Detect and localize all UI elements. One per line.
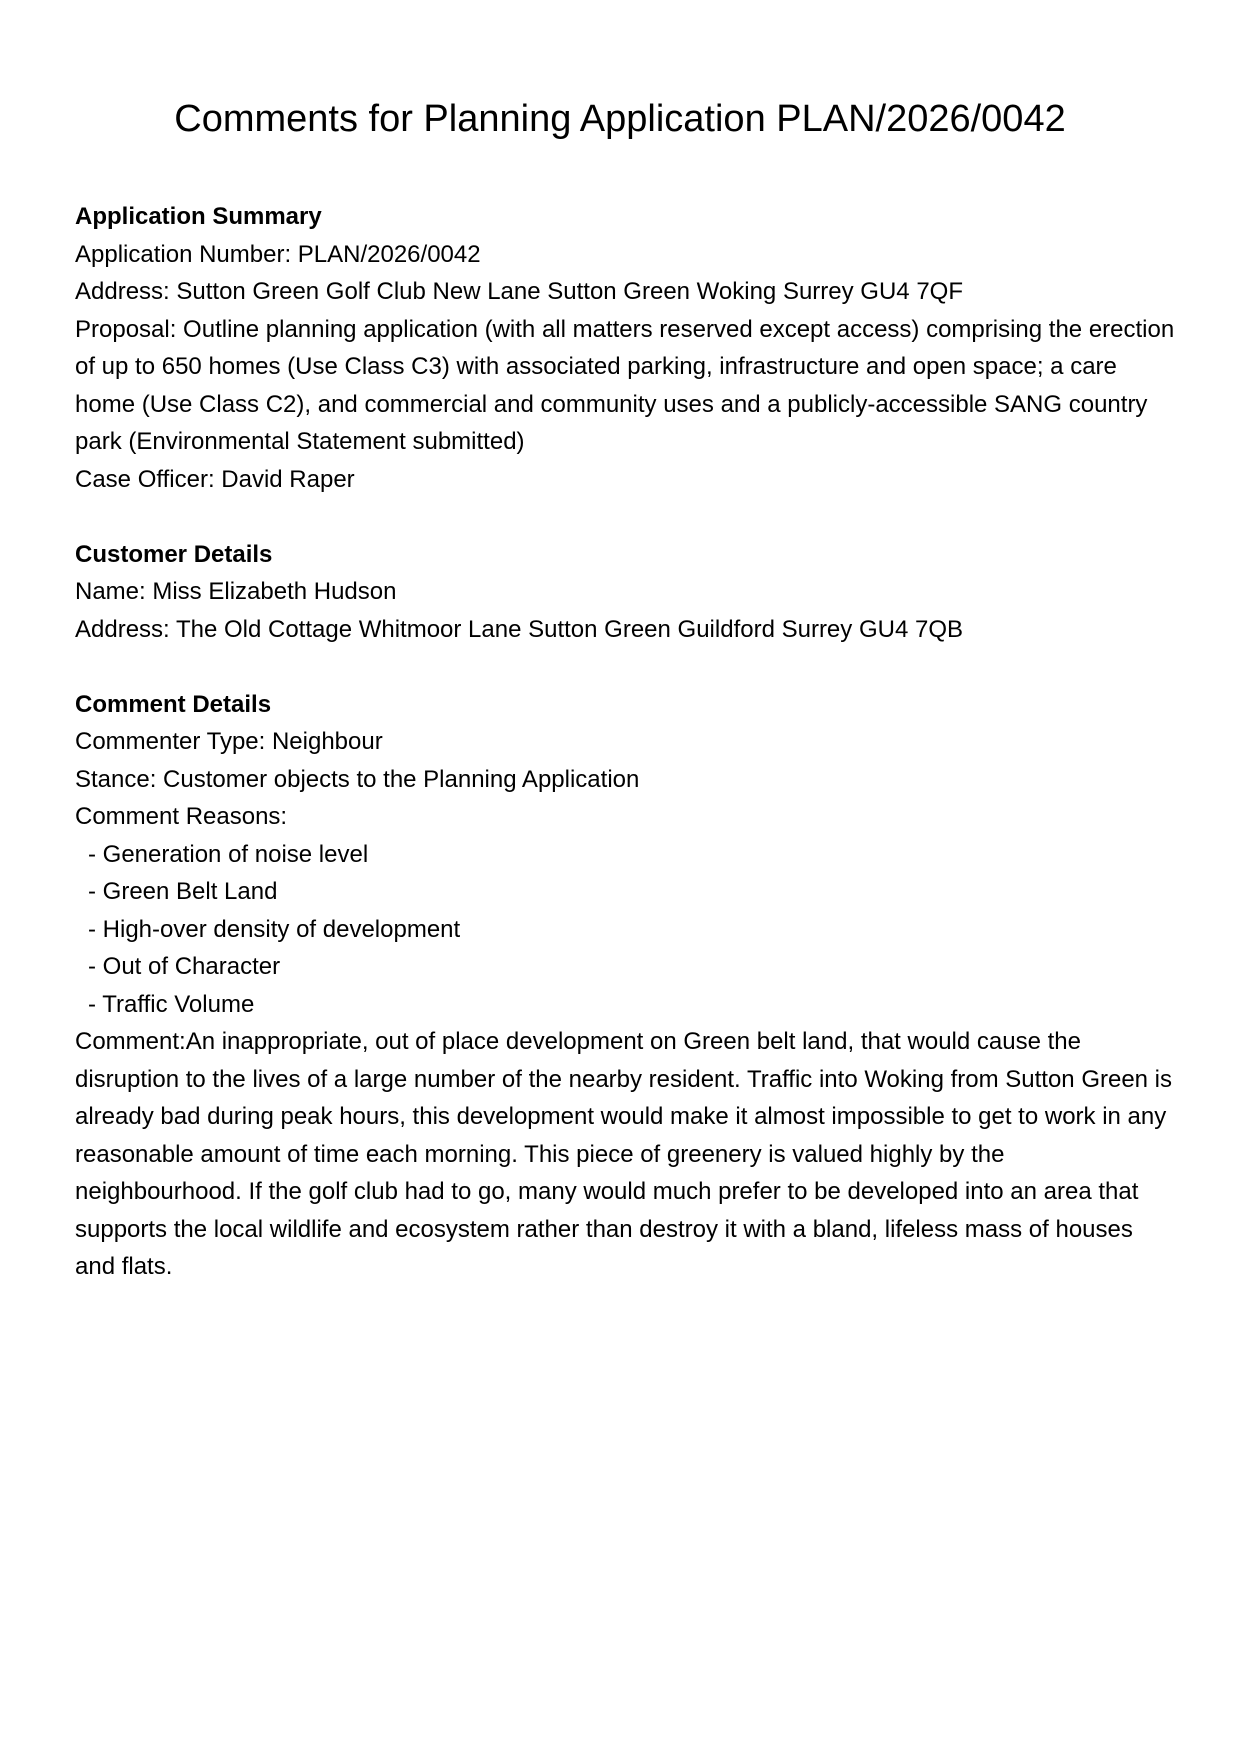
customer-address: Address: The Old Cottage Whitmoor Lane Sutton Green Guildford Surrey GU4 7QB (75, 615, 963, 643)
page-title: Comments for Planning Application PLAN/2026/0042 (174, 98, 1066, 140)
application-number: Application Number: PLAN/2026/0042 (75, 240, 481, 268)
list-item: - Green Belt Land (88, 878, 278, 905)
comment-text: Comment:An inappropriate, out of place development on Green belt land, that would cause the disruption to the lives of a large number of the nearby resident. Traffic into Woking from Sutton Green is already bad during peak hours, this development would make it almost impossible to get to work in any reasonable amount of time each morning. This piece of greenery is valued highly by the neighbourhood. If the golf club had to go, many would much prefer to be developed into an area that supports the local wildlife and ecosystem rather than destroy it with a bland, lifeless mass of houses and flats. (75, 1028, 1173, 1280)
application-address: Address: Sutton Green Golf Club New Lane Sutton Green Woking Surrey GU4 7QF (75, 278, 963, 305)
comment-reasons-list (75, 836, 1175, 1024)
case-officer: Case Officer: David Raper (75, 465, 355, 493)
customer-details-section (75, 536, 1175, 649)
application-proposal: Proposal: Outline planning application (with all matters reserved except access) comprising the erection of up to 650 homes (Use Class C3) with associated parking, infrastructure and open space; a care home (Use Class C2), and commercial and community uses and a publicly-accessible SANG country park (Environmental Statement submitted) (75, 315, 1175, 455)
comment-details-heading: Comment Details (75, 690, 272, 718)
customer-details-heading: Customer Details (75, 540, 273, 568)
list-item: - Traffic Volume (88, 990, 255, 1018)
commenter-type: Commenter Type: Neighbour (75, 728, 383, 755)
application-summary-section (75, 198, 1175, 498)
list-item: - High-over density of development (88, 915, 461, 943)
list-item: - Out of Character (88, 953, 281, 980)
stance: Stance: Customer objects to the Planning Application (75, 765, 640, 793)
list-item: - Generation of noise level (88, 840, 369, 868)
document-body (75, 198, 1175, 1323)
customer-name: Name: Miss Elizabeth Hudson (75, 578, 397, 605)
comment-reasons-label: Comment Reasons: (75, 803, 288, 830)
comment-details-section (75, 686, 1175, 1286)
application-summary-heading: Application Summary (75, 203, 322, 230)
